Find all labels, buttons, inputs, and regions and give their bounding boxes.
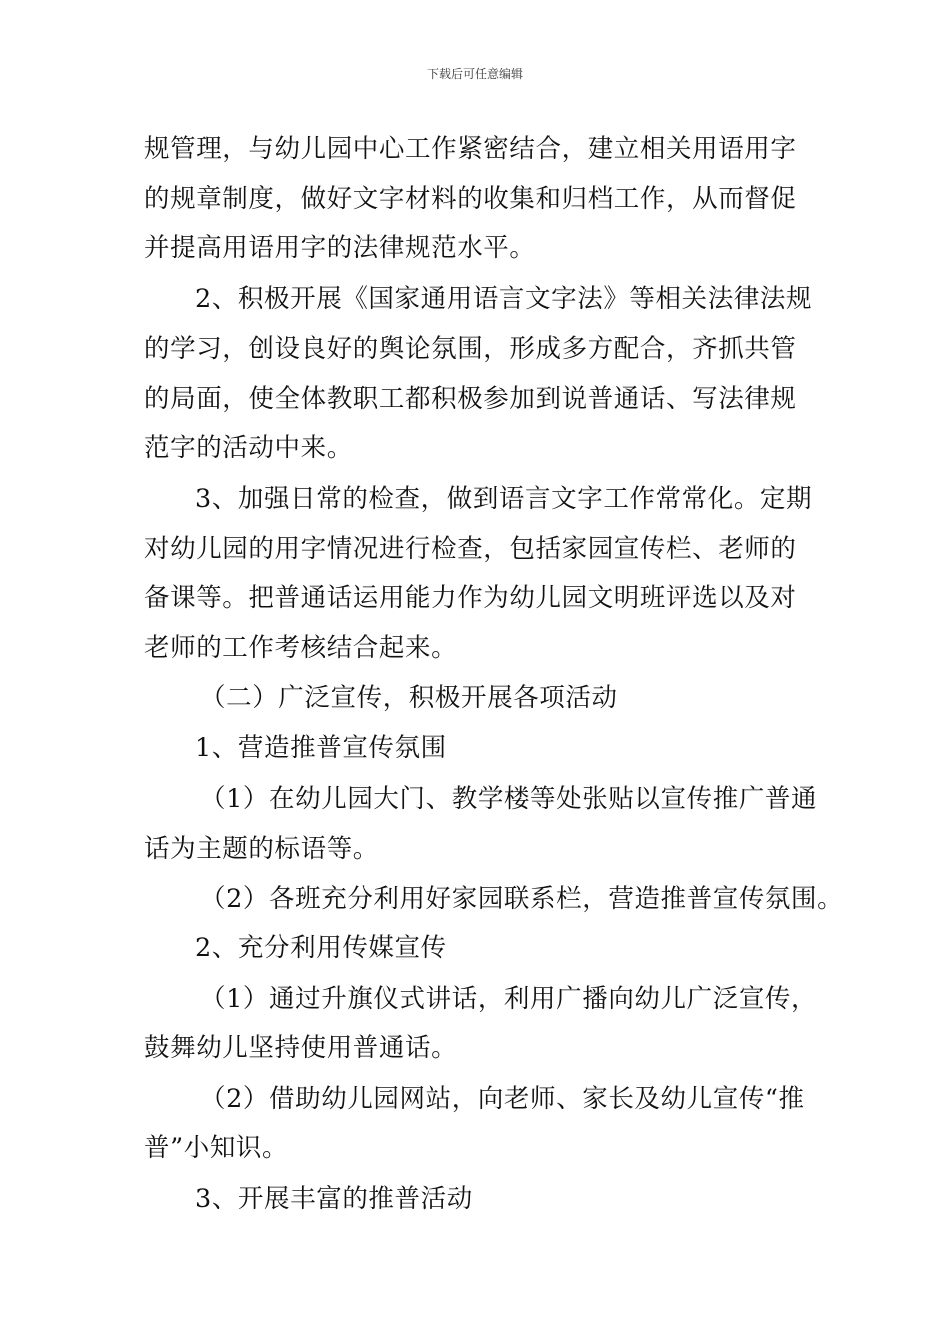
text-line: 规管理，与幼儿园中心工作紧密结合，建立相关用语用字	[144, 134, 797, 164]
subsection-heading: 1、营造推普宣传氛围	[195, 733, 447, 763]
text-line: 普”小知识。	[144, 1133, 289, 1163]
text-line: 2、积极开展《国家通用语言文字法》等相关法律法规	[195, 284, 813, 314]
text-line: （1）通过升旗仪式讲话，利用广播向幼儿广泛宣传，	[200, 984, 818, 1014]
text-line: 话为主题的标语等。	[144, 834, 379, 864]
text-line: 范字的活动中来。	[144, 433, 353, 463]
text-line: （2）各班充分利用好家园联系栏，营造推普宣传氛围。	[200, 884, 844, 914]
text-line: 并提高用语用字的法律规范水平。	[144, 233, 536, 263]
text-line: 鼓舞幼儿坚持使用普通话。	[144, 1033, 458, 1063]
text-line: （1）在幼儿园大门、教学楼等处张贴以宣传推广普通	[200, 784, 818, 814]
text-line: 备课等。把普通话运用能力作为幼儿园文明班评选以及对	[144, 583, 797, 613]
text-line: 老师的工作考核结合起来。	[144, 633, 458, 663]
text-line: 3、加强日常的检查，做到语言文字工作常常化。定期	[195, 484, 813, 514]
section-heading: （二）广泛宣传，积极开展各项活动	[200, 683, 618, 713]
text-line: （2）借助幼儿园网站，向老师、家长及幼儿宣传“推	[200, 1084, 805, 1114]
text-line: 对幼儿园的用字情况进行检查，包括家园宣传栏、老师的	[144, 534, 797, 564]
text-line: 的规章制度，做好文字材料的收集和归档工作，从而督促	[144, 184, 797, 214]
page-header: 下载后可任意编辑	[426, 67, 523, 81]
text-line: 的学习，创设良好的舆论氛围，形成多方配合，齐抓共管	[144, 334, 797, 364]
text-line: 的局面，使全体教职工都积极参加到说普通话、写法律规	[144, 384, 797, 414]
subsection-heading: 3、开展丰富的推普活动	[195, 1184, 473, 1214]
subsection-heading: 2、充分利用传媒宣传	[195, 933, 447, 963]
